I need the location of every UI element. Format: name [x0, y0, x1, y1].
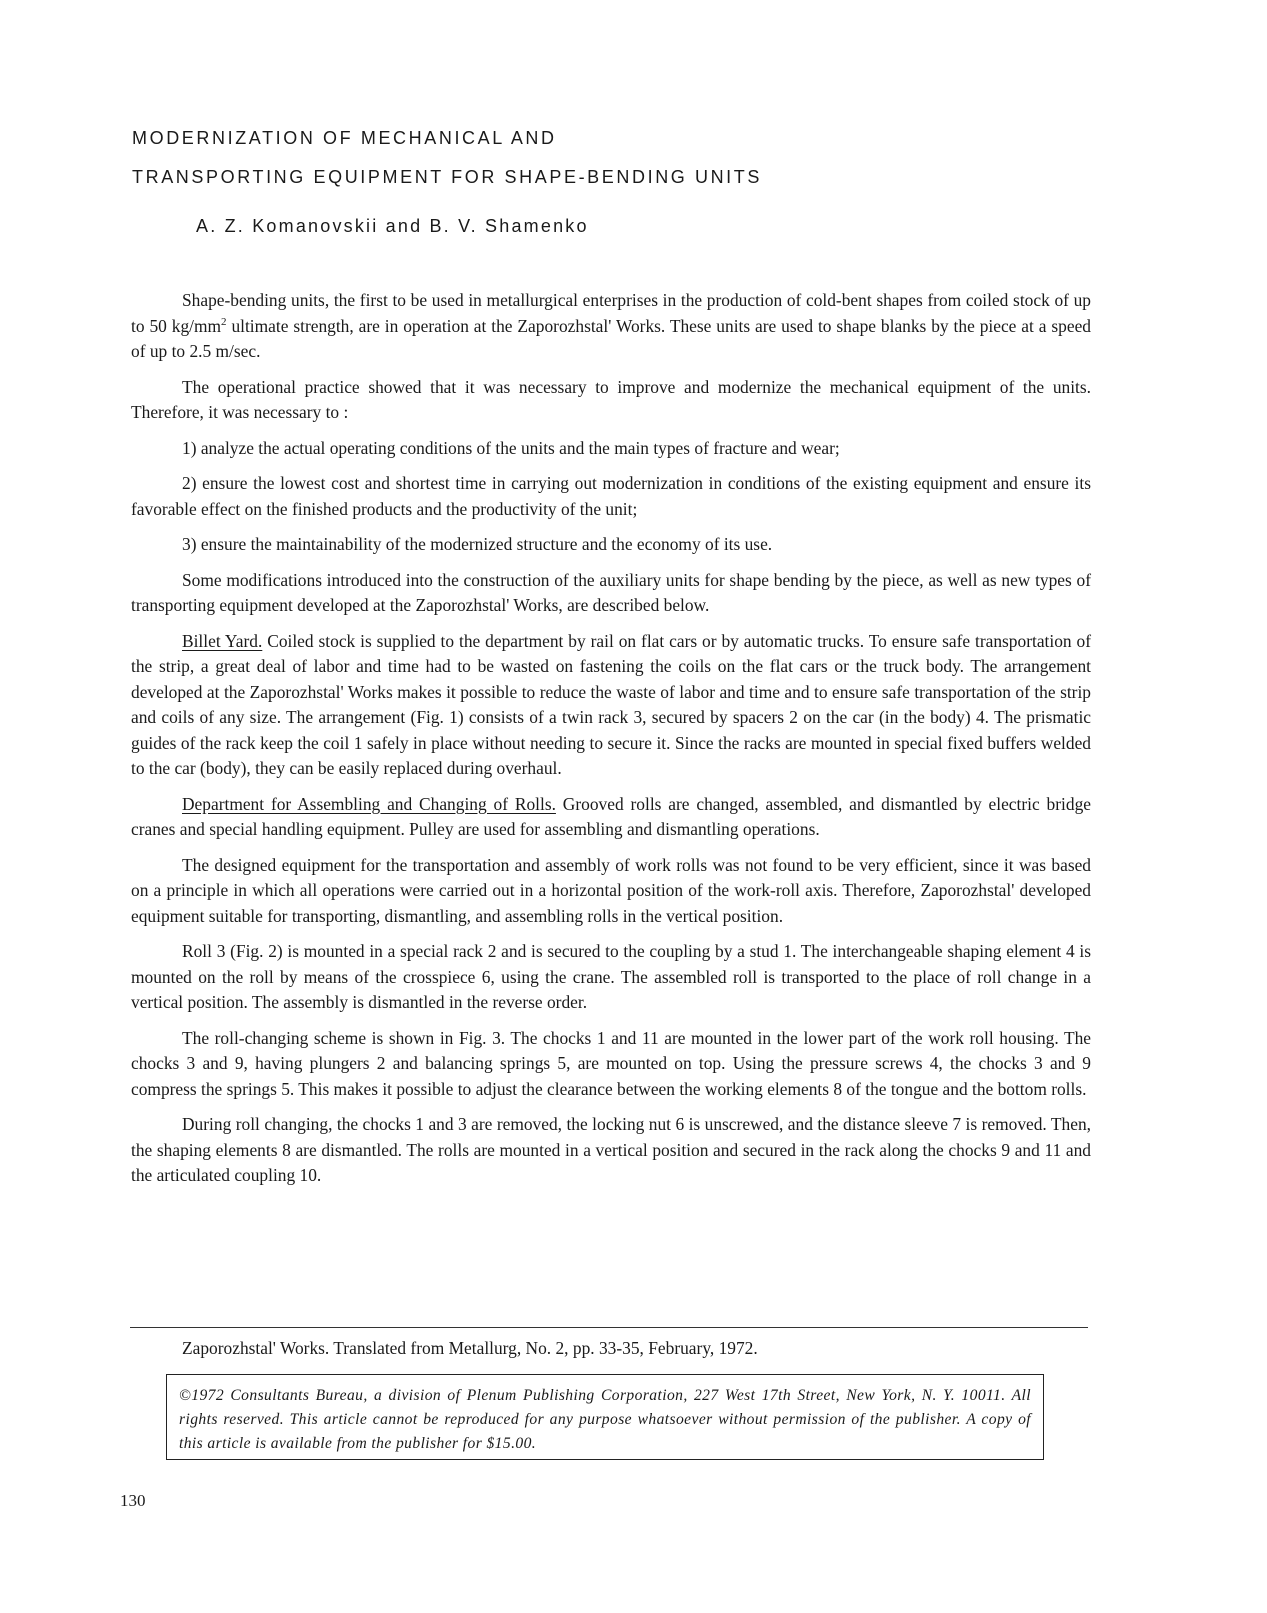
section-heading-rolls-department: Department for Assembling and Changing of Rolls.: [182, 793, 556, 814]
paragraph-roll-3: Roll 3 (Fig. 2) is mounted in a special rack 2 and is secured to the coupling by a stud 1. The interchangeable shaping element 4 is mounted on the roll by means of the crosspiece 6, using the crane. The assembled roll is transported to the place of roll change in a vertical position. The assembly is dismantled in the reverse order.: [131, 941, 1091, 1012]
paragraph-modifications: Some modifications introduced into the construction of the auxiliary units for shape bending by the piece, as well as new types of transporting equipment developed at the Zaporozhstal' Works, are described below.: [131, 569, 1091, 615]
section-heading-billet-yard: Billet Yard.: [182, 630, 263, 651]
page-number: 130: [120, 1491, 146, 1510]
paragraph-during-changing: During roll changing, the chocks 1 and 3 are removed, the locking nut 6 is unscrewed, and the distance sleeve 7 is removed. Then, the shaping elements 8 are dismantled. The rolls are mounted in a vertical position and secured in the rack along the chocks 9 and 11 and the articulated coupling 10.: [131, 1114, 1091, 1185]
paragraph-practice: The operational practice showed that it was necessary to improve and modernize the mechanical equipment of the units. Therefore, it was necessary to :: [131, 376, 1091, 422]
footnote-divider: [130, 1327, 1088, 1328]
paragraph-roll-changing-scheme: The roll-changing scheme is shown in Fig. 3. The chocks 1 and 11 are mounted in the lower part of the work roll housing. The chocks 3 and 9, having plungers 2 and balancing springs 5, are mounted on top. Using the pressure screws 4, the chocks 3 and 9 compress the springs 5. This makes it possible to adjust the clearance between the working elements 8 of the tongue and the bottom rolls.: [131, 1027, 1091, 1099]
superscript: 2: [221, 315, 227, 328]
copyright-box: ©1972 Consultants Bureau, a division of Plenum Publishing Corporation, 227 West 17th Street, New York, N. Y. 10011. All rights reserved. This article cannot be reproduced for any purpose whatsoever without permission of the publisher. A copy of this article is available from the publisher for $15.00.: [166, 1374, 1044, 1460]
list-item: 1) analyze the actual operating conditions of the units and the main types of fracture and wear;: [182, 437, 840, 458]
paragraph-rolls-department: Department for Assembling and Changing of Rolls. Grooved rolls are changed, assembled, and dismantled by electric bridge cranes and special handling equipment. Pulley are used for assembling and dismantling operations.: [131, 793, 1091, 839]
paragraph-billet-yard: Billet Yard. Coiled stock is supplied to the department by rail on flat cars or by automatic trucks. To ensure safe transportation of the strip, a great deal of labor and time had to be wasted on fastening the coils on the flat cars or the truck body. The arrangement developed at the Zaporozhstal' Works makes it possible to reduce the waste of labor and time and to ensure safe transportation of the strip and coils of any size. The arrangement (Fig. 1) consists of a twin rack 3, secured by spacers 2 on the car (in the body) 4. The prismatic guides of the rack keep the coil 1 safely in place without needing to secure it. Since the racks are mounted in special fixed buffers welded to the car (body), they can be easily replaced during overhaul.: [131, 630, 1092, 778]
authors: A. Z. Komanovskii and B. V. Shamenko: [196, 216, 589, 236]
footnote: Zaporozhstal' Works. Translated from Metallurg, No. 2, pp. 33-35, February, 1972.: [182, 1338, 758, 1358]
list-item: 2) ensure the lowest cost and shortest time in carrying out modernization in conditions of the existing equipment and ensure its favorable effect on the finished products and the productivity of the unit;: [131, 473, 1091, 519]
paragraph-intro: Shape-bending units, the first to be used in metallurgical enterprises in the production of cold-bent shapes from coiled stock of up to 50 $kg/mm^2$ ultimate strength, are in operation at the Zaporozhstal' Works. These units are used to shape blanks by the piece at a speed of up to 2.5 m/sec.: [131, 290, 1091, 361]
paragraph-designed-equipment: The designed equipment for the transportation and assembly of work rolls was not found to be very efficient, since it was based on a principle in which all operations were carried out in a horizontal position of the work-roll axis. Therefore, Zaporozhstal' developed equipment suitable for transporting, dismantling, and assembling rolls in the vertical position.: [131, 854, 1091, 926]
article-body: [131, 288, 1091, 1199]
title-line-2: TRANSPORTING EQUIPMENT FOR SHAPE-BENDING UNITS: [132, 167, 762, 187]
list-item: 3) ensure the maintainability of the modernized structure and the economy of its use.: [182, 534, 773, 554]
title-line-1: MODERNIZATION OF MECHANICAL AND: [132, 128, 557, 148]
